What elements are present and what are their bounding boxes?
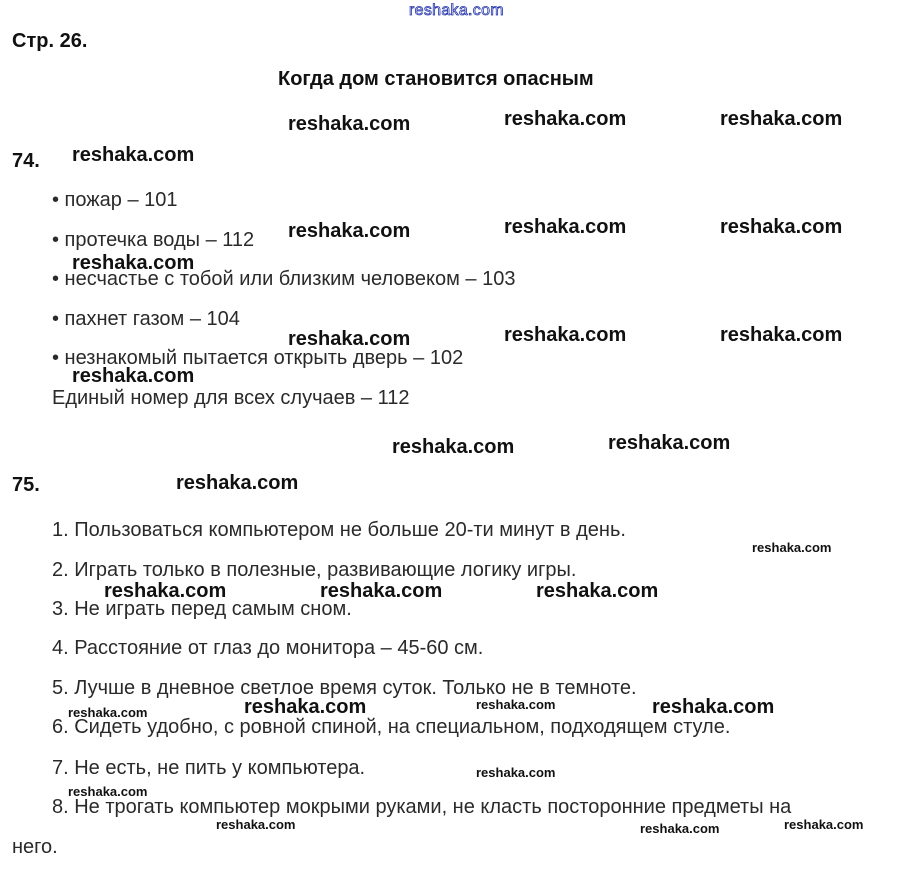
watermark: reshaka.com	[608, 432, 731, 454]
watermark: reshaka.com	[652, 696, 775, 718]
watermark-small: reshaka.com	[476, 765, 556, 780]
watermark-top: reshaka.com	[409, 2, 504, 19]
watermark-small: reshaka.com	[640, 821, 720, 836]
page-title: Когда дом становится опасным	[278, 68, 594, 90]
task-75-number: 75.	[12, 474, 40, 496]
watermark: reshaka.com	[320, 580, 443, 602]
task-75-continuation: него.	[12, 836, 58, 858]
watermark: reshaka.com	[536, 580, 659, 602]
task-74-item: • протечка воды – 112	[52, 229, 255, 251]
task-74-number: 74.	[12, 150, 40, 172]
watermark: reshaka.com	[288, 328, 411, 350]
watermark: reshaka.com	[504, 324, 627, 346]
watermark: reshaka.com	[720, 324, 843, 346]
task-75-item: 3. Не играть перед самым сном.	[52, 598, 352, 620]
task-75-item: 4. Расстояние от глаз до монитора – 45-60 см.	[52, 637, 484, 659]
watermark-small: reshaka.com	[216, 817, 296, 832]
watermark: reshaka.com	[72, 252, 195, 274]
watermark-small: reshaka.com	[68, 784, 148, 799]
task-74-item: • несчастье с тобой или близким человеком – 103	[52, 268, 516, 290]
task-75-item: 2. Играть только в полезные, развивающие логику игры.	[52, 559, 577, 581]
task-74-item: • незнакомый пытается открыть дверь – 102	[52, 347, 464, 369]
watermark: reshaka.com	[720, 108, 843, 130]
task-75-item: 8. Не трогать компьютер мокрыми руками, не класть посторонние предметы на	[52, 796, 792, 818]
watermark: reshaka.com	[504, 216, 627, 238]
watermark: reshaka.com	[104, 580, 227, 602]
task-75-item: 6. Сидеть удобно, с ровной спиной, на специальном, подходящем стуле.	[52, 716, 731, 738]
task-74-item: • пахнет газом – 104	[52, 308, 240, 330]
watermark-small: reshaka.com	[68, 705, 148, 720]
task-75-item: 1. Пользоваться компьютером не больше 20-ти минут в день.	[52, 519, 626, 541]
watermark: reshaka.com	[244, 696, 367, 718]
task-75-item: 5. Лучше в дневное светлое время суток. Только не в темноте.	[52, 677, 637, 699]
task-75-item: 7. Не есть, не пить у компьютера.	[52, 757, 366, 779]
task-74-item: • пожар – 101	[52, 189, 178, 211]
watermark-small: reshaka.com	[476, 697, 556, 712]
watermark: reshaka.com	[72, 365, 195, 387]
watermark: reshaka.com	[72, 144, 195, 166]
watermark: reshaka.com	[392, 436, 515, 458]
watermark: reshaka.com	[504, 108, 627, 130]
watermark: reshaka.com	[176, 472, 299, 494]
watermark: reshaka.com	[288, 113, 411, 135]
watermark: reshaka.com	[288, 220, 411, 242]
watermark-small: reshaka.com	[784, 817, 864, 832]
task-74-summary: Единый номер для всех случаев – 112	[52, 387, 410, 409]
watermark: reshaka.com	[720, 216, 843, 238]
watermark-small: reshaka.com	[752, 540, 832, 555]
page-reference: Стр. 26.	[12, 30, 88, 52]
